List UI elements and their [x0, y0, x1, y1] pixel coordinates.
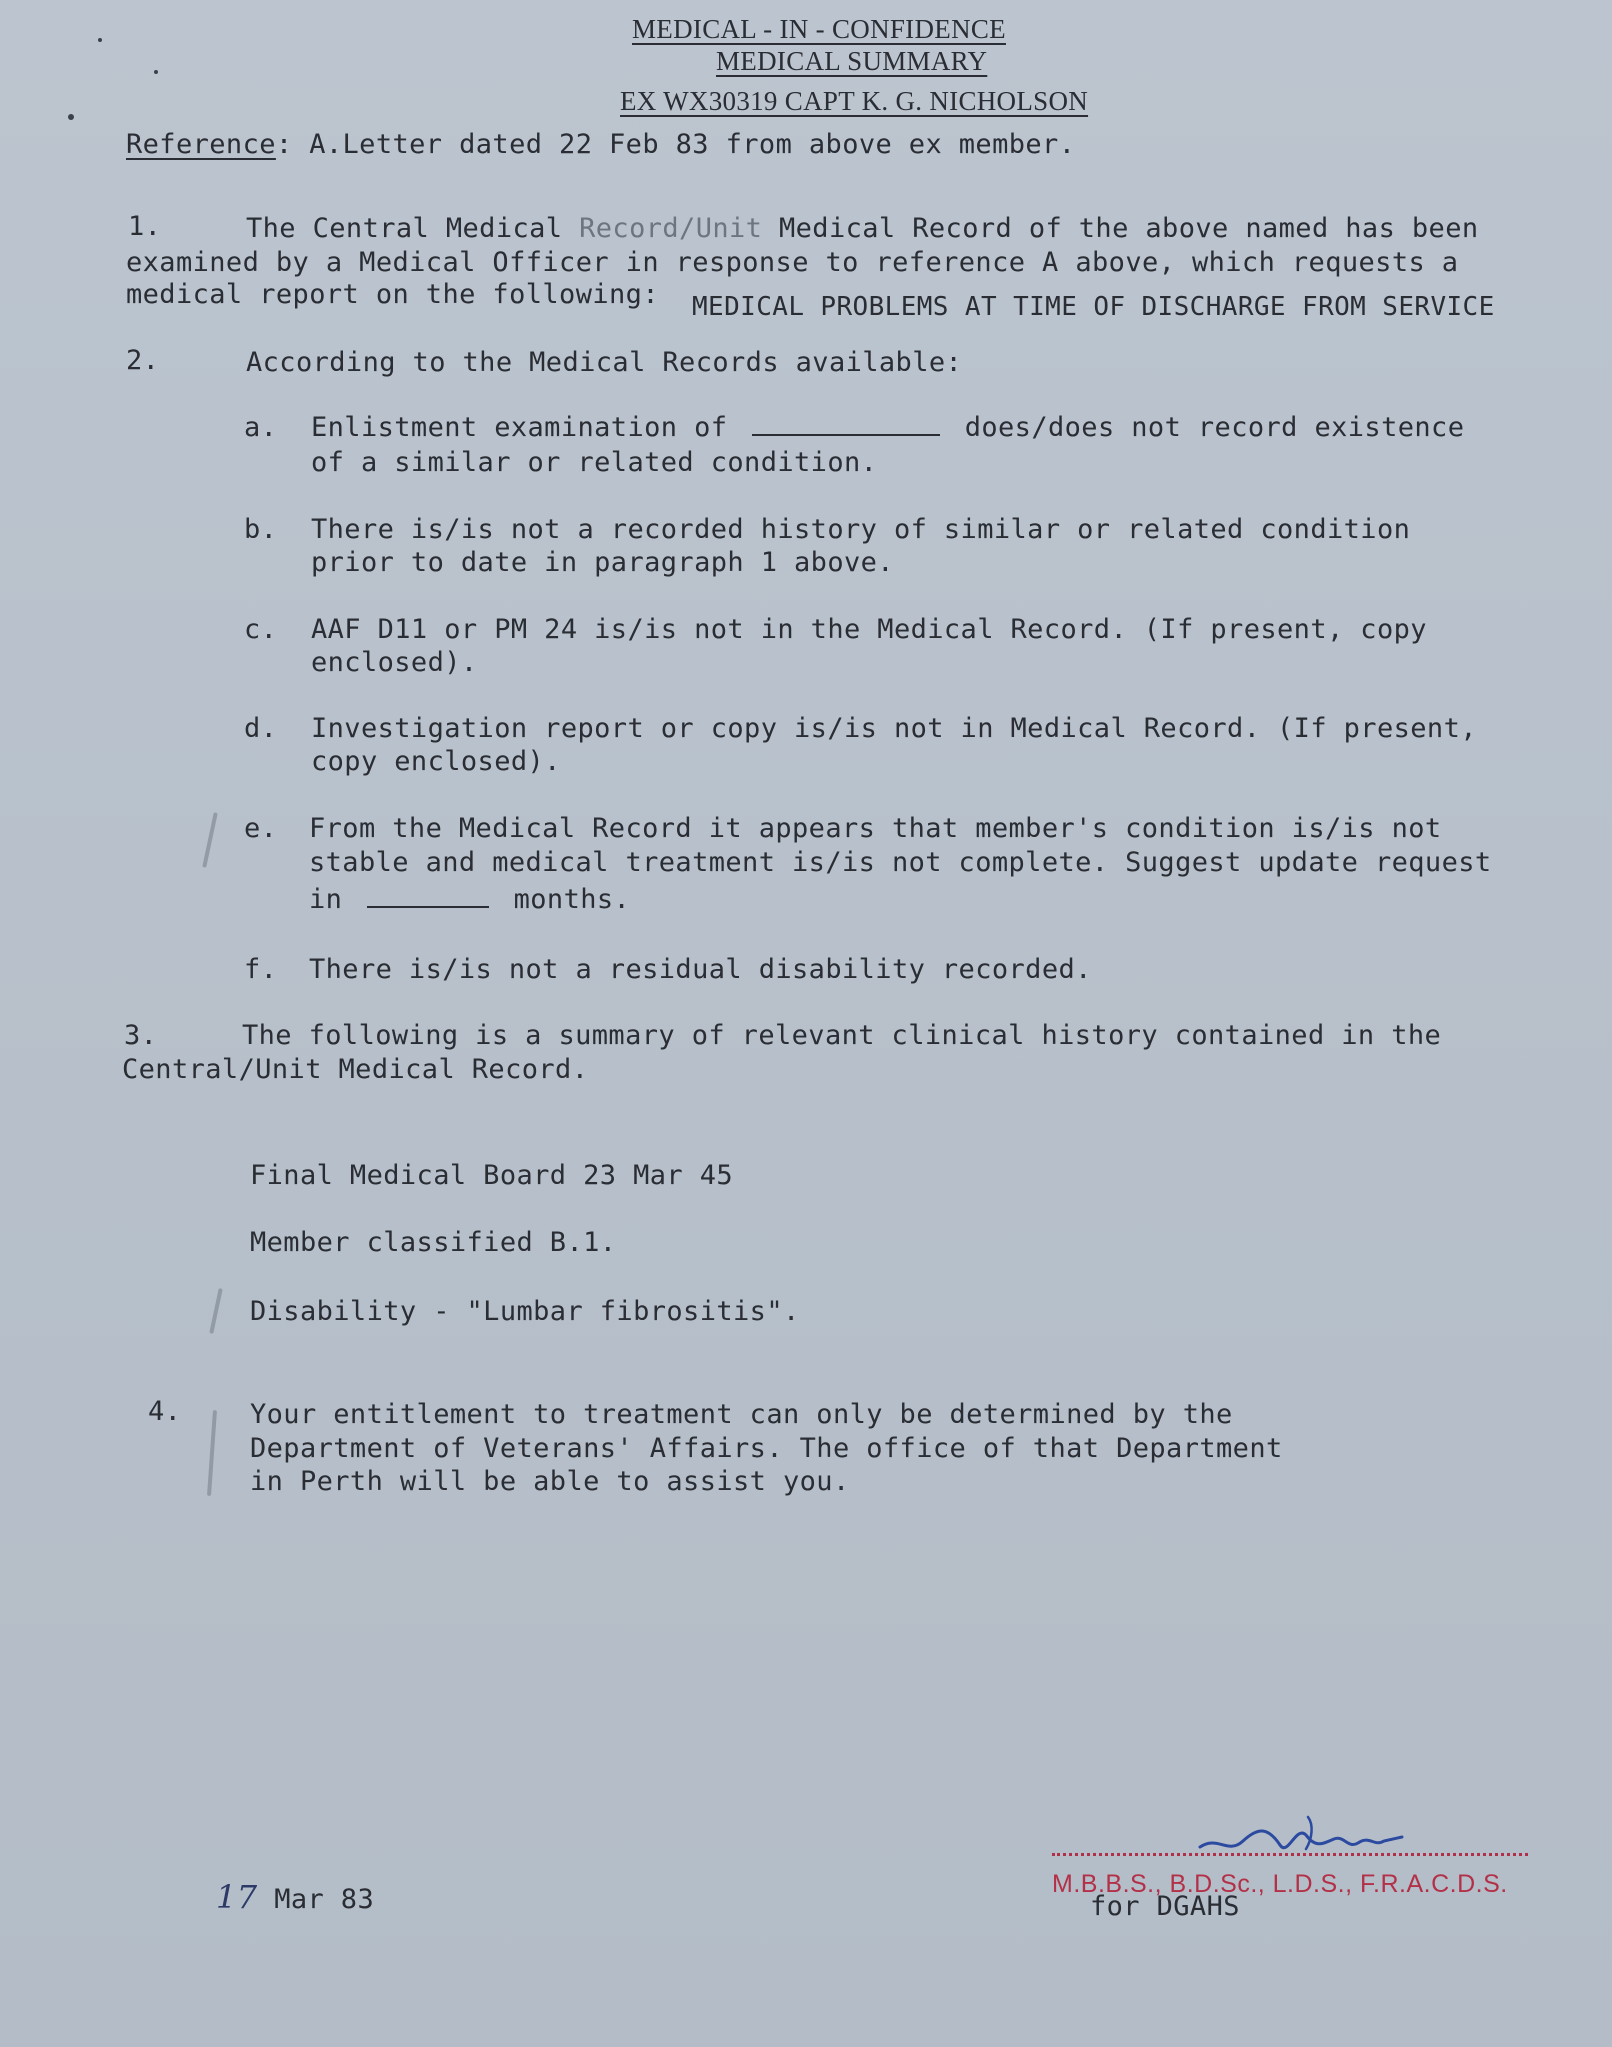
subject-line: EX WX30319 CAPT K. G. NICHOLSON	[620, 86, 1089, 116]
para1-line1-end: Medical Record of the above named has been	[762, 213, 1479, 244]
reference-line	[126, 128, 1075, 162]
qualifications-stamp: M.B.B.S., B.D.Sc., L.D.S., F.R.A.C.D.S.	[1052, 1870, 1508, 1898]
date-day: 17	[216, 1878, 258, 1916]
item-a-line1	[311, 411, 1464, 445]
speck-mark	[154, 70, 158, 74]
pen-mark	[202, 812, 218, 868]
para3-number: 3.	[124, 1020, 158, 1051]
para1-line3-start: medical report on the following:	[126, 279, 659, 310]
signature	[1188, 1805, 1418, 1865]
signatory-for-line: for DGAHS	[1090, 1891, 1240, 1922]
para1-line2	[126, 246, 1458, 280]
pen-mark	[209, 1288, 222, 1334]
item-e-line3	[309, 880, 630, 917]
item-d-letter: d.	[244, 713, 278, 744]
para2-number: 2.	[126, 345, 160, 376]
summary-classification: Member classified B.1.	[250, 1227, 617, 1258]
item-a-text: Enlistment examination of	[311, 412, 728, 443]
months-blank	[367, 880, 489, 908]
item-e-letter: e.	[244, 813, 278, 844]
summary-final-board: Final Medical Board 23 Mar 45	[250, 1160, 734, 1191]
item-c-line1: AAF D11 or PM 24 is/is not in the Medical Record. (If present, copy	[311, 614, 1427, 645]
para2-intro: According to the Medical Records available:	[246, 347, 963, 378]
classification-heading: MEDICAL - IN - CONFIDENCE	[632, 14, 1006, 44]
item-d-line1: Investigation report or copy is/is not in Medical Record. (If present,	[311, 713, 1477, 744]
summary-disability: Disability - "Lumbar fibrositis".	[250, 1296, 800, 1327]
para3-line1: The following is a summary of relevant clinical history contained in the	[242, 1020, 1442, 1051]
para1-line1	[246, 212, 1479, 246]
report-subject: MEDICAL PROBLEMS AT TIME OF DISCHARGE FROM SERVICE	[692, 292, 1495, 322]
para1-line1-start: The Central Medical	[246, 213, 580, 244]
item-b-line1: There is/is not a recorded history of similar or related condition	[311, 514, 1411, 545]
para1-number: 1.	[128, 211, 162, 242]
item-a-line2: of a similar or related condition.	[311, 447, 878, 478]
item-f-letter: f.	[244, 954, 278, 985]
para1-line2-start: examined by a Medical Officer in response	[126, 247, 809, 278]
reference-label: Reference	[126, 129, 276, 160]
item-c-letter: c.	[244, 614, 278, 645]
item-e-months: months.	[513, 884, 631, 915]
para1-line3	[126, 278, 659, 312]
item-d-line2: copy enclosed).	[311, 746, 561, 777]
item-b-line2: prior to date in paragraph 1 above.	[311, 547, 894, 578]
date-month-year: Mar 83	[274, 1884, 375, 1915]
reference-text: : A.Letter dated 22 Feb 83 from above ex member.	[275, 129, 1076, 160]
item-c-line2: enclosed).	[311, 647, 478, 678]
para4-line1: Your entitlement to treatment can only be determined by the	[250, 1399, 1233, 1430]
item-e-line1: From the Medical Record it appears that member's condition is/is not	[309, 813, 1442, 844]
para4-line3: in Perth will be able to assist you.	[250, 1466, 850, 1497]
signature-line	[1052, 1853, 1528, 1856]
item-e-line2: stable and medical treatment is/is not complete. Suggest update request	[309, 847, 1492, 878]
item-e-in: in	[309, 884, 343, 915]
item-f-line1: There is/is not a residual disability recorded.	[309, 954, 1092, 985]
para3-line2: Central/Unit Medical Record.	[122, 1054, 589, 1085]
speck-mark	[68, 114, 74, 120]
date-line	[216, 1880, 374, 1917]
para1-line2-end: to reference A above, which requests a	[808, 247, 1459, 278]
item-a-letter: a.	[244, 412, 278, 443]
speck-mark	[98, 38, 102, 42]
document-title: MEDICAL SUMMARY	[716, 46, 988, 76]
para1-faded-text: Record/Unit	[579, 213, 763, 244]
item-a-text-end: does/does not record existence	[964, 412, 1465, 443]
pen-mark	[207, 1410, 217, 1496]
para4-line2: Department of Veterans' Affairs. The office of that Department	[250, 1433, 1283, 1464]
para4-number: 4.	[148, 1396, 182, 1427]
item-b-letter: b.	[244, 514, 278, 545]
item-a-date-blank	[752, 412, 940, 436]
